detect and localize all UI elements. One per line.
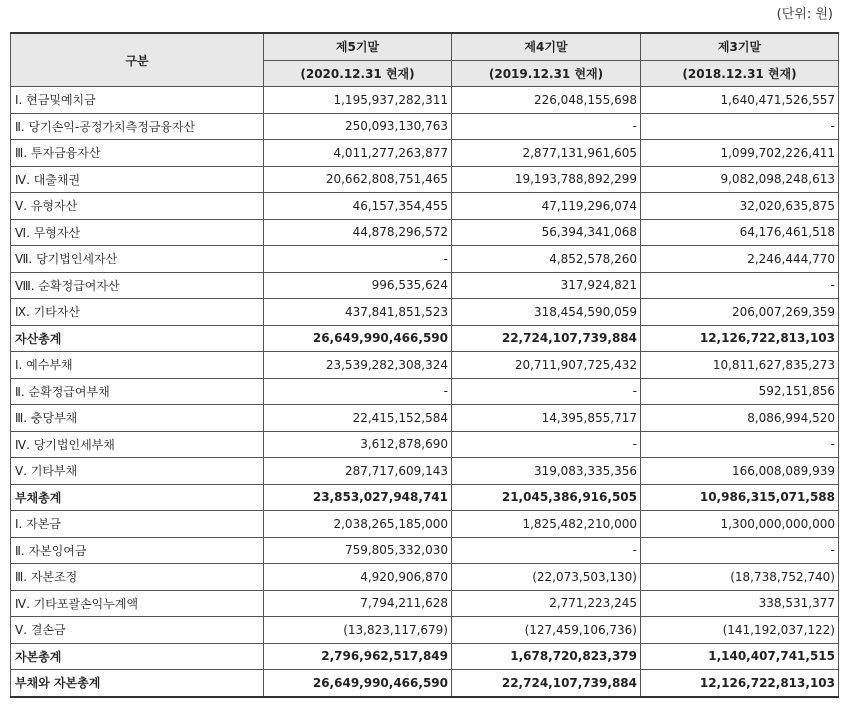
row-label: Ⅶ. 당기법인세자산: [11, 246, 264, 273]
row-value: 10,986,315,071,588: [641, 484, 839, 511]
table-row: [11, 617, 839, 644]
total-row: [11, 484, 839, 511]
row-value: (13,823,117,679): [264, 617, 452, 644]
header-date-4: (2019.12.31 현재): [452, 60, 641, 87]
row-value: 1,825,482,210,000: [452, 511, 641, 538]
row-value: 250,093,130,763: [264, 113, 452, 140]
row-value: 22,724,107,739,884: [452, 325, 641, 352]
header-category: 구분: [11, 33, 264, 87]
row-value: -: [641, 272, 839, 299]
table-row: [11, 299, 839, 326]
row-value: 319,083,335,356: [452, 458, 641, 485]
row-value: (141,192,037,122): [641, 617, 839, 644]
row-value: 14,395,855,717: [452, 405, 641, 432]
row-value: 23,853,027,948,741: [264, 484, 452, 511]
row-value: 32,020,635,875: [641, 193, 839, 220]
row-label: Ⅲ. 투자금융자산: [11, 140, 264, 167]
row-label: Ⅲ. 충당부채: [11, 405, 264, 432]
row-label: Ⅰ. 자본금: [11, 511, 264, 538]
table-row: [11, 511, 839, 538]
row-label: Ⅱ. 자본잉여금: [11, 537, 264, 564]
row-value: (18,738,752,740): [641, 564, 839, 591]
row-label: Ⅰ. 예수부채: [11, 352, 264, 379]
row-value: 64,176,461,518: [641, 219, 839, 246]
row-value: 318,454,590,059: [452, 299, 641, 326]
row-value: 2,246,444,770: [641, 246, 839, 273]
row-label: Ⅴ. 결손금: [11, 617, 264, 644]
row-value: 26,649,990,466,590: [264, 325, 452, 352]
row-value: 46,157,354,455: [264, 193, 452, 220]
row-value: 7,794,211,628: [264, 590, 452, 617]
header-period-4: 제4기말: [452, 33, 641, 60]
row-value: 206,007,269,359: [641, 299, 839, 326]
row-value: 2,038,265,185,000: [264, 511, 452, 538]
table-row: [11, 272, 839, 299]
row-value: -: [641, 537, 839, 564]
row-label: Ⅴ. 기타부채: [11, 458, 264, 485]
row-value: 226,048,155,698: [452, 87, 641, 114]
row-label: 부채총계: [11, 484, 264, 511]
table-row: [11, 219, 839, 246]
row-label: Ⅱ. 당기손익-공정가치측정금융자산: [11, 113, 264, 140]
row-value: 2,771,223,245: [452, 590, 641, 617]
financial-statement-table: [10, 32, 839, 698]
header-date-5: (2020.12.31 현재): [264, 60, 452, 87]
table-row: [11, 113, 839, 140]
header-period-5: 제5기말: [264, 33, 452, 60]
table-row: [11, 590, 839, 617]
row-value: 44,878,296,572: [264, 219, 452, 246]
row-value: 166,008,089,939: [641, 458, 839, 485]
row-value: 1,140,407,741,515: [641, 643, 839, 670]
row-value: 1,099,702,226,411: [641, 140, 839, 167]
row-value: 1,640,471,526,557: [641, 87, 839, 114]
table-row: [11, 166, 839, 193]
total-row: [11, 643, 839, 670]
row-value: 2,796,962,517,849: [264, 643, 452, 670]
row-label: 자본총계: [11, 643, 264, 670]
row-label: Ⅸ. 기타자산: [11, 299, 264, 326]
row-value: 21,045,386,916,505: [452, 484, 641, 511]
row-value: -: [452, 431, 641, 458]
row-value: 20,662,808,751,465: [264, 166, 452, 193]
row-value: 338,531,377: [641, 590, 839, 617]
row-value: 9,082,098,248,613: [641, 166, 839, 193]
row-value: 10,811,627,835,273: [641, 352, 839, 379]
row-value: (127,459,106,736): [452, 617, 641, 644]
table-row: [11, 193, 839, 220]
table-row: [11, 431, 839, 458]
row-value: 4,852,578,260: [452, 246, 641, 273]
row-value: 12,126,722,813,103: [641, 670, 839, 697]
table-row: [11, 537, 839, 564]
row-label: Ⅳ. 기타포괄손익누계액: [11, 590, 264, 617]
row-label: Ⅰ. 현금및예치금: [11, 87, 264, 114]
row-value: 759,805,332,030: [264, 537, 452, 564]
row-value: -: [264, 378, 452, 405]
row-value: 8,086,994,520: [641, 405, 839, 432]
row-value: 22,415,152,584: [264, 405, 452, 432]
table-row: [11, 140, 839, 167]
row-label: Ⅳ. 대출채권: [11, 166, 264, 193]
row-value: -: [264, 246, 452, 273]
table-row: [11, 246, 839, 273]
table-row: [11, 378, 839, 405]
total-row: [11, 325, 839, 352]
table-row: [11, 87, 839, 114]
row-value: 56,394,341,068: [452, 219, 641, 246]
row-value: 19,193,788,892,299: [452, 166, 641, 193]
row-value: -: [452, 378, 641, 405]
header-date-3: (2018.12.31 현재): [641, 60, 839, 87]
unit-label: (단위: 원): [776, 7, 833, 22]
row-value: 22,724,107,739,884: [452, 670, 641, 697]
header-period-3: 제3기말: [641, 33, 839, 60]
row-value: 317,924,821: [452, 272, 641, 299]
total-row: [11, 670, 839, 697]
row-value: -: [452, 113, 641, 140]
row-label: Ⅴ. 유형자산: [11, 193, 264, 220]
table-row: [11, 352, 839, 379]
row-value: 1,195,937,282,311: [264, 87, 452, 114]
row-value: -: [641, 431, 839, 458]
row-value: 2,877,131,961,605: [452, 140, 641, 167]
row-value: 3,612,878,690: [264, 431, 452, 458]
row-label: Ⅳ. 당기법인세부채: [11, 431, 264, 458]
row-value: 12,126,722,813,103: [641, 325, 839, 352]
table-row: [11, 405, 839, 432]
row-label: Ⅲ. 자본조정: [11, 564, 264, 591]
row-value: 1,300,000,000,000: [641, 511, 839, 538]
row-label: Ⅷ. 순확정급여자산: [11, 272, 264, 299]
row-value: 4,920,906,870: [264, 564, 452, 591]
row-value: 437,841,851,523: [264, 299, 452, 326]
table-row: [11, 564, 839, 591]
row-value: -: [641, 113, 839, 140]
row-value: 287,717,609,143: [264, 458, 452, 485]
row-value: -: [452, 537, 641, 564]
row-value: 26,649,990,466,590: [264, 670, 452, 697]
row-value: 592,151,856: [641, 378, 839, 405]
row-label: 부채와 자본총계: [11, 670, 264, 697]
row-value: 20,711,907,725,432: [452, 352, 641, 379]
row-label: Ⅵ. 무형자산: [11, 219, 264, 246]
row-value: (22,073,503,130): [452, 564, 641, 591]
row-value: 1,678,720,823,379: [452, 643, 641, 670]
row-value: 4,011,277,263,877: [264, 140, 452, 167]
row-value: 23,539,282,308,324: [264, 352, 452, 379]
row-label: Ⅱ. 순확정급여부채: [11, 378, 264, 405]
row-label: 자산총계: [11, 325, 264, 352]
table-row: [11, 458, 839, 485]
row-value: 47,119,296,074: [452, 193, 641, 220]
row-value: 996,535,624: [264, 272, 452, 299]
